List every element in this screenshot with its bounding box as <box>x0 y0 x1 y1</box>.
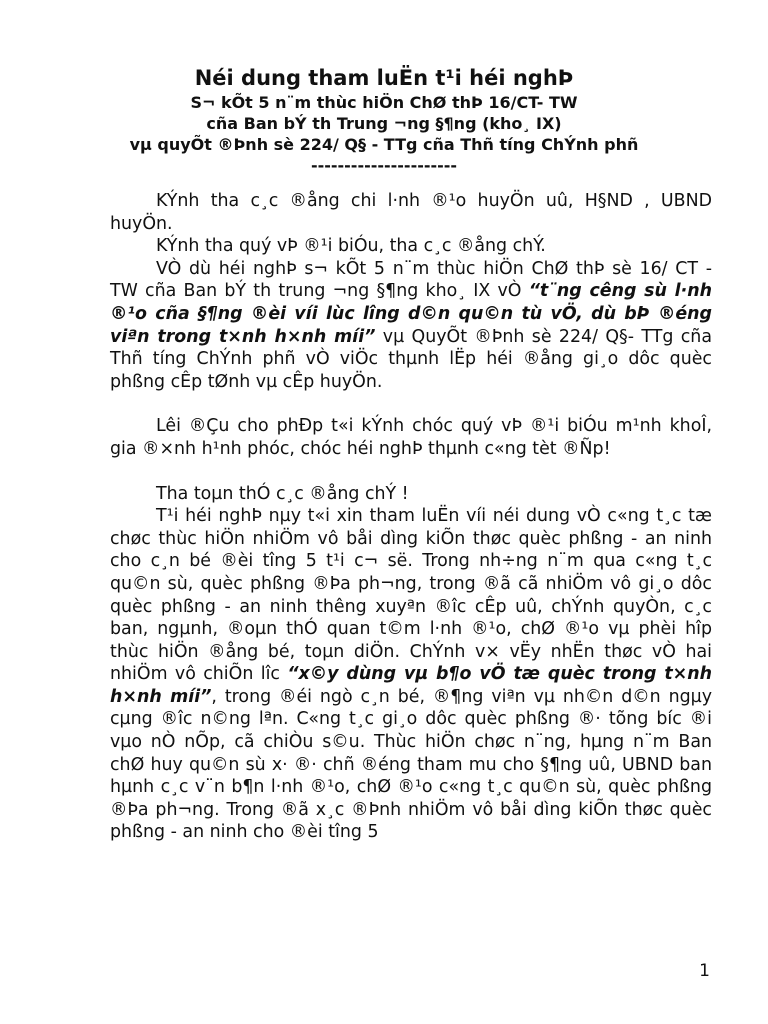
text-run: T¹i héi nghÞ nµy t«i xin tham luËn víi néi dung vÒ c«ng t¸c tæ chøc thùc hiÖn nhiÖm vô båi dìng kiÕn thøc quèc phßng - an ninh cho c¸n bé ®èi tîng 5 t¹i c¬ së. Trong nh÷ng n¨m qua c«ng t¸c qu©n sù, quèc phßng ®Þa ph¬ng, trong ®ã cã nhiÖm vô gi¸o dôc quèc phßng - an ninh thêng xuyªn ®îc cÊp uû, chÝnh quyÒn, c¸c ban, ngµnh, ®oµn thÓ quan t©m l·nh ®¹o, chØ ®¹o vµ phèi hîp thùc hiÖn ®ång bé, toµn diÖn. ChÝnh v× vËy nhËn thøc vÒ hai nhiÖm vô chiÕn lîc <box>110 506 712 685</box>
text-run: Lêi ®Çu cho phÐp t«i kÝnh chóc quý vÞ ®¹i biÓu m¹nh khoÎ, gia ®×nh h¹nh phóc, chóc héi nghÞ thµnh c«ng tèt ®Ñp! <box>110 416 712 459</box>
text-run: VÒ dù héi nghÞ s¬ kÕt 5 n¨m thùc hiÖn ChØ thÞ sè 16/ CT - TW cña Ban bÝ th trung ¬ng §¶ng kho¸ IX vÒ <box>110 258 712 302</box>
text-run: KÝnh tha c¸c ®ång chi l·nh ®¹o huyÖn uû, H§ND , UBND huyÖn. <box>110 191 712 234</box>
document-title: Néi dung tham luËn t¹i héi nghÞ <box>194 66 574 90</box>
title-block <box>60 64 708 176</box>
subtitle-line-2: cña Ban bÝ th Trung ¬ng §¶ng (kho¸ IX) <box>206 114 562 133</box>
subtitle-line-3: vµ quyÕt ®Þnh sè 224/ Q§ - TTg cña Thñ tíng ChÝnh phñ <box>129 135 639 154</box>
paragraph-spacer <box>110 461 712 483</box>
title-rule: ---------------------- <box>310 156 458 175</box>
page-number: 1 <box>699 961 710 981</box>
paragraph-spacer <box>110 393 712 415</box>
body-paragraph <box>110 235 712 258</box>
text-run: , trong ®éi ngò c¸n bé, ®¶ng viªn vµ nh©n d©n ngµy cµng ®îc n©ng lªn. C«ng t¸c gi¸o dôc quèc phßng ®· tõng bíc ®i vµo nÒ nÕp, cã chiÒu s©u. Thùc hiÖn chøc n¨ng, hµng n¨m Ban chØ huy qu©n sù x· ®· chñ ®éng tham mu cho §¶ng uû, UBND ban hµnh c¸c v¨n b¶n l·nh ®¹o, chØ ®¹o c«ng t¸c qu©n sù, quèc phßng ®Þa ph¬ng. Trong ®ã x¸c ®Þnh nhiÖm vô båi dìng kiÕn thøc quèc phßng - an ninh cho ®èi tîng 5 <box>110 686 713 843</box>
emphasized-quote: “t¨ng cêng sù l·nh ®¹o cña §¶ng ®èi víi lùc lîng d©n qu©n tù vÖ, dù bÞ ®éng viªn trong t×nh h×nh míi” <box>110 281 712 347</box>
body-paragraph <box>110 190 712 235</box>
text-run: Tha toµn thÓ c¸c ®ång chÝ ! <box>156 483 409 504</box>
body-paragraph <box>110 415 712 460</box>
subtitle-line-1: S¬ kÕt 5 n¨m thùc hiÖn ChØ thÞ 16/CT- TW <box>190 93 578 112</box>
text-run: vµ QuyÕt ®Þnh sè 224/ Q§- TTg cña Thñ tíng ChÝnh phñ vÒ viÖc thµnh lËp héi ®ång gi¸o dôc quèc phßng cÊp tØnh vµ cÊp huyÖn. <box>110 326 712 392</box>
body-paragraph <box>110 258 712 394</box>
body-paragraph <box>110 505 712 844</box>
emphasized-quote: “x©y dùng vµ b¶o vÖ tæ quèc trong t×nh h×nh míi” <box>110 664 712 707</box>
body-paragraph <box>110 483 712 506</box>
document-body <box>110 190 712 844</box>
text-run: KÝnh tha quý vÞ ®¹i biÓu, tha c¸c ®ång chÝ. <box>156 236 546 257</box>
